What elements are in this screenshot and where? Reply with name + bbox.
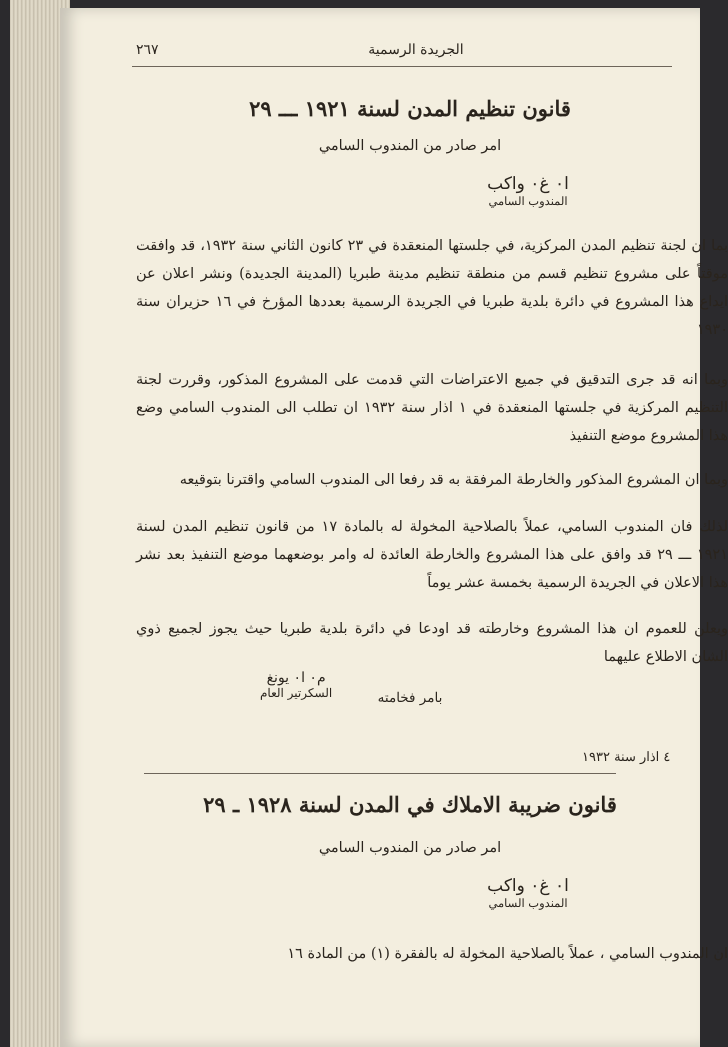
law1-date: ٤ اذار سنة ١٩٣٢ [582, 750, 671, 765]
section-divider [144, 773, 616, 774]
secretary-title: السكرتير العام [260, 686, 333, 700]
law2-signatory-title: المندوب السامي [488, 896, 568, 910]
law2-title: قانون ضريبة الاملاك في المدن لسنة ١٩٢٨ ـ ٢٩ [203, 792, 617, 817]
law1-paragraph-4: لذلك فان المندوب السامي، عملاً بالصلاحية المخولة له بالمادة ١٧ من قانون تنظيم المدن لسنة ١٩٢١ ـــ ٢٩ قد وافق على هذا المشروع والخارطة العائدة له وامر بوضعهما موضع التنفيذ بعد نشر هذا الاعلان في الجريدة الرسمية بخمسة عشر يوماً [136, 519, 728, 591]
page-header [132, 42, 700, 64]
law1-paragraph-5: ويعلن للعموم ان هذا المشروع وخارطته قد اودعا في دائرة بلدية طبريا حيث يجوز لجميع ذوي الشان الاطلاع عليهما [136, 621, 728, 665]
journal-title: الجريدة الرسمية [368, 42, 464, 58]
header-rule [132, 66, 672, 67]
by-order-line: بامر فخامته [377, 690, 443, 706]
law1-signatory-name: ا٠ غ٠ واكب [487, 174, 569, 194]
law1-subtitle: امر صادر من المندوب السامي [318, 138, 502, 154]
law1-signature [472, 174, 584, 208]
law1-signatory-title: المندوب السامي [488, 194, 568, 208]
secretary-signature [260, 670, 332, 700]
secretary-name: م٠ ا٠ يونغ [266, 670, 326, 686]
law1-paragraph-1: بما ان لجنة تنظيم المدن المركزية، في جلستها المنعقدة في ٢٣ كانون الثاني سنة ١٩٣٢، قد وافقت موقتاً على مشروع تنظيم قسم من منطقة تنظيم مدينة طبريا (المدينة الجديدة) ونشر اعلان عن ايداع هذا المشروع في دائرة بلدية طبريا في الجريدة الرسمية بعددها المؤرخ في ١٦ حزيران سنة ١٩٣٠ [136, 238, 728, 338]
law2-paragraph-1: ان المندوب السامي ، عملاً بالصلاحية المخولة له بالفقرة (١) من المادة ١٦ [287, 946, 728, 962]
law2-subtitle: امر صادر من المندوب السامي [318, 840, 502, 856]
law1-paragraph-3: وبما ان المشروع المذكور والخارطة المرفقة به قد رفعا الى المندوب السامي واقترنا بتوقيعه [179, 472, 728, 488]
page-number: ٢٦٧ [136, 42, 159, 58]
law1-title: قانون تنظيم المدن لسنة ١٩٢١ ـــ ٢٩ [249, 96, 571, 121]
law2-signature [472, 876, 584, 910]
law2-signatory-name: ا٠ غ٠ واكب [487, 876, 569, 896]
document-page [60, 8, 728, 1047]
law1-paragraph-2: وبما انه قد جرى التدقيق في جميع الاعتراضات التي قدمت على المشروع المذكور، وقررت لجنة التنظيم المركزية في جلستها المنعقدة في ١ اذار سنة ١٩٣٢ ان تطلب الى المندوب السامي وضع هذا المشروع موضع التنفيذ [136, 372, 728, 444]
